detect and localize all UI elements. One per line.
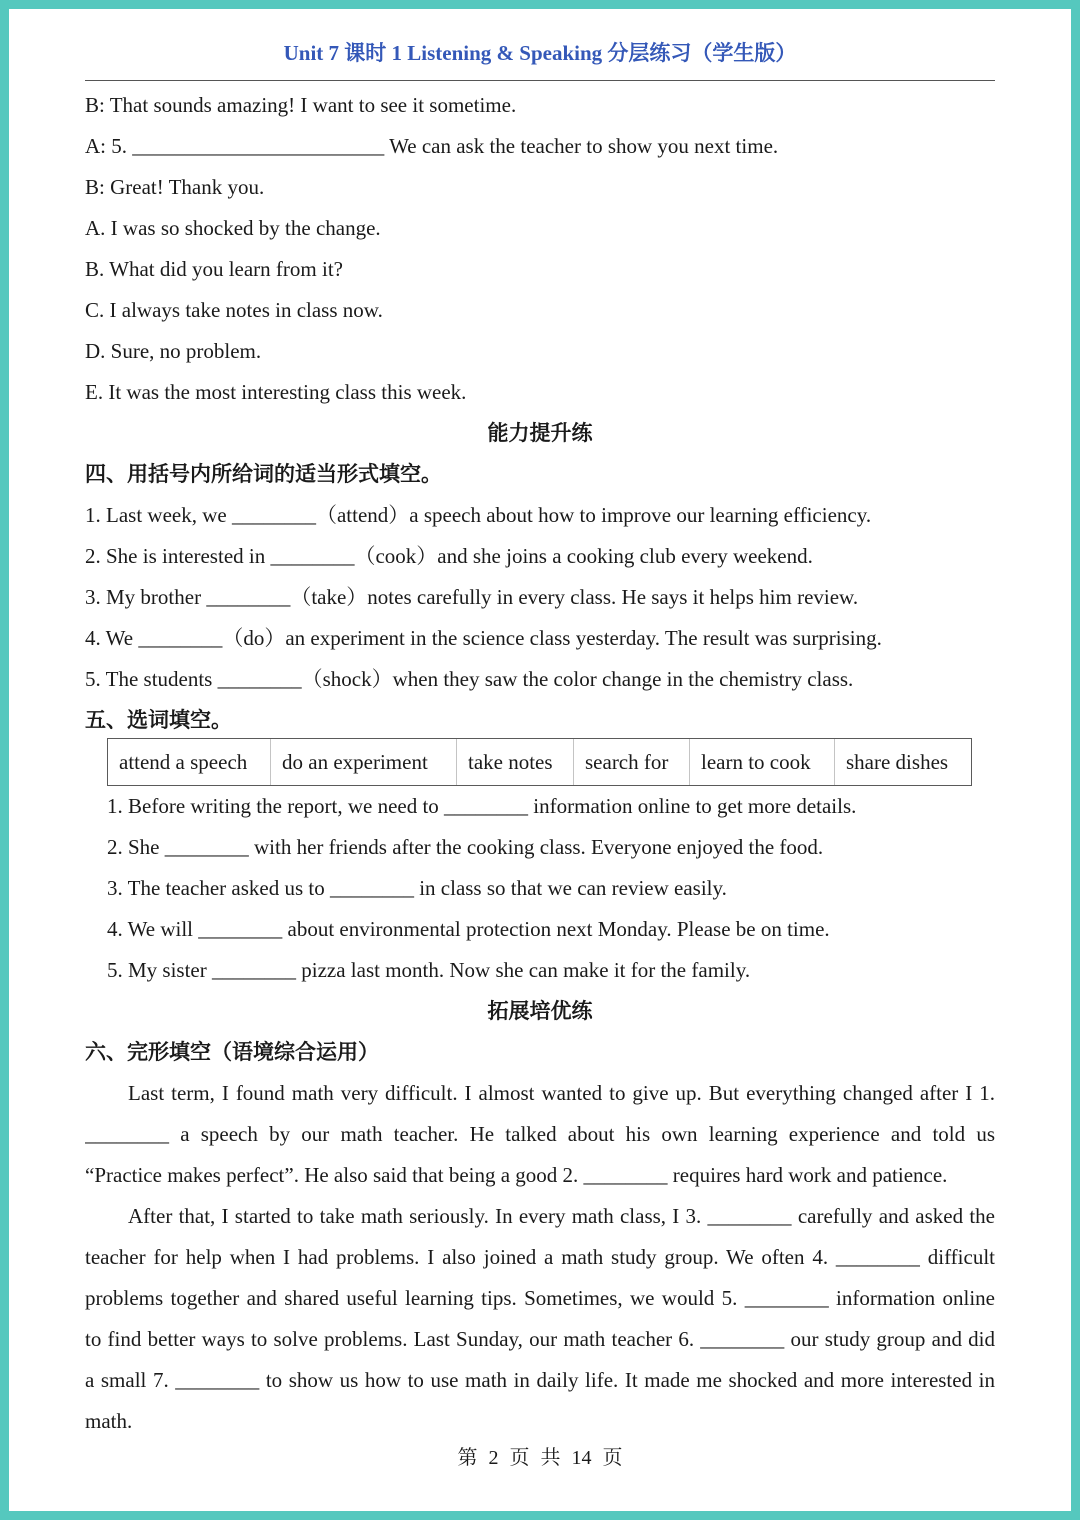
dialogue-block <box>85 85 995 208</box>
fill-in-question: 4. We ________（do）an experiment in the science class yesterday. The result was surprising. <box>85 626 882 650</box>
fill-in-question: 3. The teacher asked us to ________ in class so that we can review easily. <box>107 876 727 900</box>
dialogue-line: A: 5. ________________________ We can ask the teacher to show you next time. <box>85 134 779 158</box>
header-divider <box>85 80 995 81</box>
dialogue-line: B: That sounds amazing! I want to see it sometime. <box>85 93 517 117</box>
word-bank-cell: share dishes <box>846 750 949 774</box>
cloze-line: “Practice makes perfect”. He also said that being a good 2. ________ requires hard work and patience. <box>85 1163 948 1187</box>
cloze-line: teacher for help when I had problems. I also joined a math study group. We often 4. ________ difficult <box>85 1245 995 1269</box>
fill-in-question: 1. Last week, we ________（attend）a speech about how to improve our learning efficiency. <box>85 503 872 527</box>
dialogue-line: B: Great! Thank you. <box>85 175 265 199</box>
fill-in-question: 5. The students ________（shock）when they saw the color change in the chemistry class. <box>85 667 854 691</box>
fill-in-question: 5. My sister ________ pizza last month. Now she can make it for the family. <box>107 958 751 982</box>
cloze-line: ________ a speech by our math teacher. He talked about his own learning experience and told us <box>85 1122 995 1146</box>
cloze-paragraph <box>85 1073 995 1196</box>
word-bank-table <box>107 738 972 786</box>
answer-options <box>85 208 995 413</box>
cloze-line: problems together and shared useful learning tips. Sometimes, we would 5. ________ information online <box>85 1286 995 1310</box>
page-number-footer: 第 2 页 共 14 页 <box>457 1447 623 1469</box>
section-title-5: 五、选词填空。 <box>85 708 232 732</box>
word-bank-cell: learn to cook <box>690 739 835 785</box>
word-bank-cell: attend a speech <box>108 739 271 785</box>
section-title-4: 四、用括号内所给词的适当形式填空。 <box>85 462 442 486</box>
fill-in-question: 1. Before writing the report, we need to ________ information online to get more details. <box>107 794 857 818</box>
cloze-line: math. <box>85 1409 133 1433</box>
fill-in-question: 2. She is interested in ________（cook）and she joins a cooking club every weekend. <box>85 544 813 568</box>
section-5 <box>85 700 995 991</box>
answer-option: D. Sure, no problem. <box>85 339 262 363</box>
worksheet-content <box>85 85 995 1442</box>
word-bank-cell: search for <box>574 739 690 785</box>
cloze-line: Last term, I found math very difficult. I almost wanted to give up. But everything changed after I 1. <box>128 1081 995 1105</box>
answer-option: A. I was so shocked by the change. <box>85 216 381 240</box>
section-6 <box>85 1032 995 1442</box>
word-bank-cell: take notes <box>457 739 574 785</box>
answer-option: C. I always take notes in class now. <box>85 298 383 322</box>
fill-in-question: 2. She ________ with her friends after the cooking class. Everyone enjoyed the food. <box>107 835 824 859</box>
page-header-title: Unit 7 课时 1 Listening & Speaking 分层练习（学生版） <box>283 41 797 65</box>
section-title-6: 六、完形填空（语境综合运用） <box>85 1040 379 1064</box>
cloze-line: to find better ways to solve problems. Last Sunday, our math teacher 6. ________ our study group and did <box>85 1327 995 1351</box>
section-4 <box>85 454 995 700</box>
fill-in-question: 3. My brother ________（take）notes carefully in every class. He says it helps him review. <box>85 585 859 609</box>
answer-option: E. It was the most interesting class this week. <box>85 380 467 404</box>
word-bank-cell: do an experiment <box>271 739 457 785</box>
level-heading-extension: 拓展培优练 <box>487 999 593 1023</box>
fill-in-question: 4. We will ________ about environmental protection next Monday. Please be on time. <box>107 917 830 941</box>
level-heading-ability: 能力提升练 <box>487 421 593 445</box>
answer-option: B. What did you learn from it? <box>85 257 343 281</box>
cloze-line: a small 7. ________ to show us how to use math in daily life. It made me shocked and more interested in <box>85 1368 995 1392</box>
cloze-line: After that, I started to take math seriously. In every math class, I 3. ________ carefully and asked the <box>128 1204 995 1228</box>
cloze-paragraph <box>85 1196 995 1442</box>
